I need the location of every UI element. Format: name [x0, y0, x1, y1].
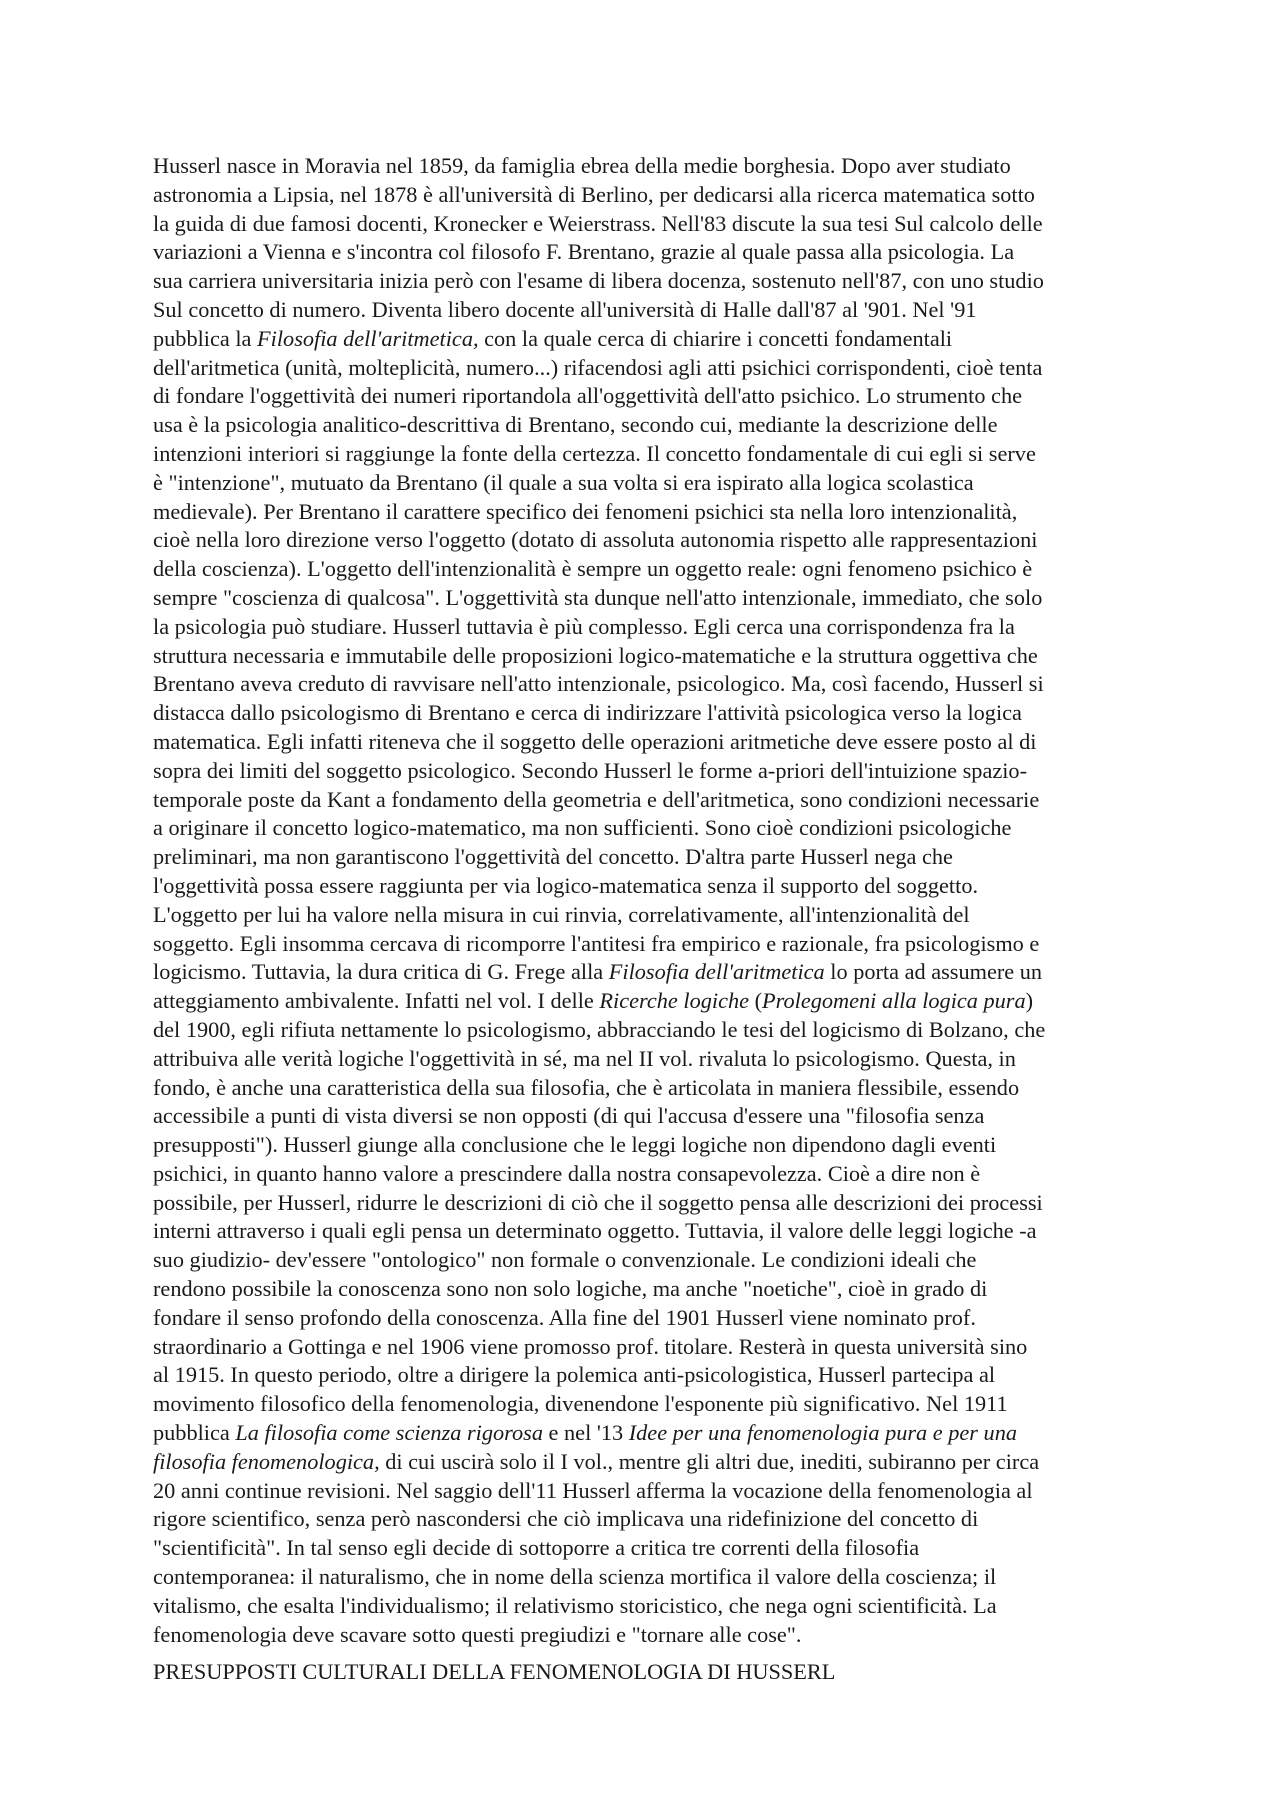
text-line — [153, 757, 1153, 786]
text-line — [153, 1160, 1153, 1189]
text-segment: atteggiamento ambivalente. Infatti nel vol. I delle — [153, 988, 600, 1014]
text-segment: movimento filosofico della fenomenologia, divenendone l'esponente più significativo. Nel 1911 — [153, 1391, 1008, 1417]
text-line — [153, 814, 1153, 843]
text-line — [153, 1448, 1153, 1477]
text-line — [153, 152, 1153, 181]
text-segment: sopra dei limiti del soggetto psicologico. Secondo Husserl le forme a-priori dell'intuizione spazio- — [153, 757, 1028, 783]
text-segment: a originare il concetto logico-matematico, ma non sufficienti. Sono cioè condizioni psicologiche — [153, 815, 1012, 841]
text-segment: ( — [749, 988, 763, 1014]
section-heading: PRESUPPOSTI CULTURALI DELLA FENOMENOLOGIA DI HUSSERL — [153, 1659, 836, 1684]
text-segment: astronomia a Lipsia, nel 1878 è all'università di Berlino, per dedicarsi alla ricerca matematica sotto — [153, 181, 1035, 207]
text-line — [153, 1045, 1153, 1074]
text-line — [153, 238, 1153, 267]
text-line — [153, 1333, 1153, 1362]
italic-title: La filosofia come scienza rigorosa — [235, 1420, 543, 1446]
body-paragraph — [153, 152, 1153, 1649]
text-line — [153, 1074, 1153, 1103]
text-line — [153, 786, 1153, 815]
text-segment: intenzioni interiori si raggiunge la fonte della certezza. Il concetto fondamentale di cui egli si serve — [153, 440, 1036, 466]
italic-title: Filosofia dell'aritmetica, — [257, 325, 479, 351]
text-line — [153, 1016, 1153, 1045]
text-segment: soggetto. Egli insomma cercava di ricomporre l'antitesi fra empirico e razionale, fra psicologismo e — [153, 930, 1040, 956]
text-line — [153, 1189, 1153, 1218]
text-line — [153, 642, 1153, 671]
text-segment: pubblica la — [153, 325, 258, 351]
text-line — [153, 1217, 1153, 1246]
italic-title: filosofia fenomenologica, — [153, 1448, 380, 1474]
text-segment: variazioni a Vienna e s'incontra col filosofo F. Brentano, grazie al quale passa alla psicologia. La — [153, 239, 1015, 265]
text-segment: psichici, in quanto hanno valore a prescindere dalla nostra consapevolezza. Cioè a dire non è — [153, 1160, 981, 1186]
text-segment: L'oggetto per lui ha valore nella misura in cui rinvia, correlativamente, all'intenzionalità del — [153, 901, 970, 927]
text-segment: suo giudizio- dev'essere "ontologico" non formale o convenzionale. Le condizioni ideali che — [153, 1247, 977, 1273]
text-line — [153, 1102, 1153, 1131]
text-line — [153, 210, 1153, 239]
text-line — [153, 901, 1153, 930]
text-line — [153, 843, 1153, 872]
text-segment: del 1900, egli rifiuta nettamente lo psicologismo, abbracciando le tesi del logicismo di Bolzano, che — [153, 1016, 1046, 1042]
text-line — [153, 1246, 1153, 1275]
italic-title: Idee per una fenomenologia pura e per una — [628, 1420, 1017, 1446]
text-line — [153, 728, 1153, 757]
italic-title: Filosofia dell'aritmetica — [608, 959, 825, 985]
text-line — [153, 354, 1153, 383]
text-segment: medievale). Per Brentano il carattere specifico dei fenomeni psichici sta nella loro intenzionalità, — [153, 498, 1018, 524]
text-line — [153, 1419, 1153, 1448]
text-segment: Sul concetto di numero. Diventa libero docente all'università di Halle dall'87 al '901. Nel '91 — [153, 296, 977, 322]
text-segment: Brentano aveva creduto di ravvisare nell'atto intenzionale, psicologico. Ma, così facendo, Husserl si — [153, 671, 1044, 697]
text-segment: fondare il senso profondo della conoscenza. Alla fine del 1901 Husserl viene nominato prof. — [153, 1304, 976, 1330]
text-line — [153, 1131, 1153, 1160]
text-segment: l'oggettività possa essere raggiunta per via logico-matematica senza il supporto del soggetto. — [153, 872, 979, 898]
text-line — [153, 526, 1153, 555]
text-line — [153, 1592, 1153, 1621]
text-segment: al 1915. In questo periodo, oltre a dirigere la polemica anti-psicologistica, Husserl partecipa al — [153, 1362, 996, 1388]
text-line — [153, 1390, 1153, 1419]
text-line — [153, 382, 1153, 411]
text-segment: usa è la psicologia analitico-descrittiva di Brentano, secondo cui, mediante la descrizione delle — [153, 412, 998, 438]
text-segment: di fondare l'oggettività dei numeri riportandola all'oggettività dell'atto psichico. Lo strumento che — [153, 383, 1023, 409]
text-line — [153, 699, 1153, 728]
text-segment: presupposti"). Husserl giunge alla conclusione che le leggi logiche non dipendono dagli eventi — [153, 1132, 997, 1158]
text-line — [153, 1275, 1153, 1304]
text-line — [153, 1621, 1153, 1650]
text-segment: vitalismo, che esalta l'individualismo; il relativismo storicistico, che nega ogni scientificità. La — [153, 1592, 997, 1618]
text-segment: interni attraverso i quali egli pensa un determinato oggetto. Tuttavia, il valore delle leggi logiche -a — [153, 1218, 1037, 1244]
text-segment: della coscienza). L'oggetto dell'intenzionalità è sempre un oggetto reale: ogni fenomeno psichico è — [153, 556, 1033, 582]
text-line — [153, 872, 1153, 901]
text-segment: ) — [1025, 988, 1034, 1014]
text-segment: rendono possibile la conoscenza sono non solo logiche, ma anche "noetiche", cioè in grado di — [153, 1276, 988, 1302]
text-line — [153, 1505, 1153, 1534]
italic-title: Prolegomeni alla logica pura — [762, 988, 1026, 1014]
text-segment: pubblica — [153, 1420, 236, 1446]
text-segment: fenomenologia deve scavare sotto questi pregiudizi e "tornare alle cose". — [153, 1621, 802, 1647]
text-line — [153, 296, 1153, 325]
text-segment: con la quale cerca di chiarire i concetti fondamentali — [478, 325, 953, 351]
text-segment: preliminari, ma non garantiscono l'oggettività del concetto. D'altra parte Husserl nega che — [153, 844, 953, 870]
text-line — [153, 181, 1153, 210]
text-line — [153, 670, 1153, 699]
text-line — [153, 613, 1153, 642]
text-line — [153, 1361, 1153, 1390]
text-segment: possibile, per Husserl, ridurre le descrizioni di ciò che il soggetto pensa alle descrizioni dei processi — [153, 1189, 1043, 1215]
text-segment: lo porta ad assumere un — [824, 959, 1043, 985]
text-segment: 20 anni continue revisioni. Nel saggio dell'11 Husserl afferma la vocazione della fenomenologia al — [153, 1477, 1033, 1503]
text-line — [153, 325, 1153, 354]
text-segment: struttura necessaria e immutabile delle proposizioni logico-matematiche e la struttura oggettiva che — [153, 642, 1038, 668]
text-segment: temporale poste da Kant a fondamento della geometria e dell'aritmetica, sono condizioni necessarie — [153, 786, 1040, 812]
text-segment: distacca dallo psicologismo di Brentano e cerca di indirizzare l'attività psicologica verso la logica — [153, 700, 1022, 726]
text-segment: e nel '13 — [542, 1420, 629, 1446]
italic-title: Ricerche logiche — [599, 988, 750, 1014]
text-segment: contemporanea: il naturalismo, che in nome della scienza mortifica il valore della coscienza; il — [153, 1564, 997, 1590]
text-segment: è "intenzione", mutuato da Brentano (il quale a sua volta si era ispirato alla logica scolastica — [153, 469, 974, 495]
text-segment: sempre "coscienza di qualcosa". L'oggettività sta dunque nell'atto intenzionale, immediato, che solo — [153, 584, 1043, 610]
text-segment: accessibile a punti di vista diversi se non opposti (di qui l'accusa d'essere una "filosofia senza — [153, 1103, 985, 1129]
text-segment: fondo, è anche una caratteristica della sua filosofia, che è articolata in maniera flessibile, essendo — [153, 1074, 1020, 1100]
text-segment: sua carriera universitaria inizia però con l'esame di libera docenza, sostenuto nell'87, con uno studio — [153, 268, 1044, 294]
text-line — [153, 958, 1153, 987]
text-line — [153, 584, 1153, 613]
text-segment: cioè nella loro direzione verso l'oggetto (dotato di assoluta autonomia rispetto alle rappresentazioni — [153, 527, 1038, 553]
text-line — [153, 1477, 1153, 1506]
text-line — [153, 1304, 1153, 1333]
text-line — [153, 267, 1153, 296]
text-line — [153, 555, 1153, 584]
text-line — [153, 1563, 1153, 1592]
text-line — [153, 411, 1153, 440]
text-line — [153, 469, 1153, 498]
text-line — [153, 930, 1153, 959]
text-line — [153, 987, 1153, 1016]
text-segment: attribuiva alle verità logiche l'oggettività in sé, ma nel II vol. rivaluta lo psicologismo. Questa, in — [153, 1045, 1016, 1071]
text-segment: la psicologia può studiare. Husserl tuttavia è più complesso. Egli cerca una corrispondenza fra la — [153, 613, 1015, 639]
text-segment: "scientificità". In tal senso egli decide di sottoporre a critica tre correnti della filosofia — [153, 1535, 920, 1561]
text-segment: logicismo. Tuttavia, la dura critica di G. Frege alla — [153, 959, 609, 985]
text-line — [153, 498, 1153, 527]
text-segment: dell'aritmetica (unità, molteplicità, numero...) rifacendosi agli atti psichici corrispondenti, cioè tenta — [153, 354, 1043, 380]
text-segment: Husserl nasce in Moravia nel 1859, da famiglia ebrea della medie borghesia. Dopo aver studiato — [153, 153, 1011, 178]
text-segment: rigore scientifico, senza però nascondersi che ciò implicava una ridefinizione del concetto di — [153, 1506, 979, 1532]
text-line — [153, 440, 1153, 469]
text-segment: di cui uscirà solo il I vol., mentre gli altri due, inediti, subiranno per circa — [379, 1448, 1040, 1474]
text-line — [153, 1534, 1153, 1563]
text-segment: straordinario a Gottinga e nel 1906 viene promosso prof. titolare. Resterà in questa università sino — [153, 1333, 1028, 1359]
text-segment: matematica. Egli infatti riteneva che il soggetto delle operazioni aritmetiche deve essere posto al di — [153, 728, 1037, 754]
text-segment: la guida di due famosi docenti, Kronecker e Weierstrass. Nell'83 discute la sua tesi Sul calcolo delle — [153, 210, 1043, 236]
